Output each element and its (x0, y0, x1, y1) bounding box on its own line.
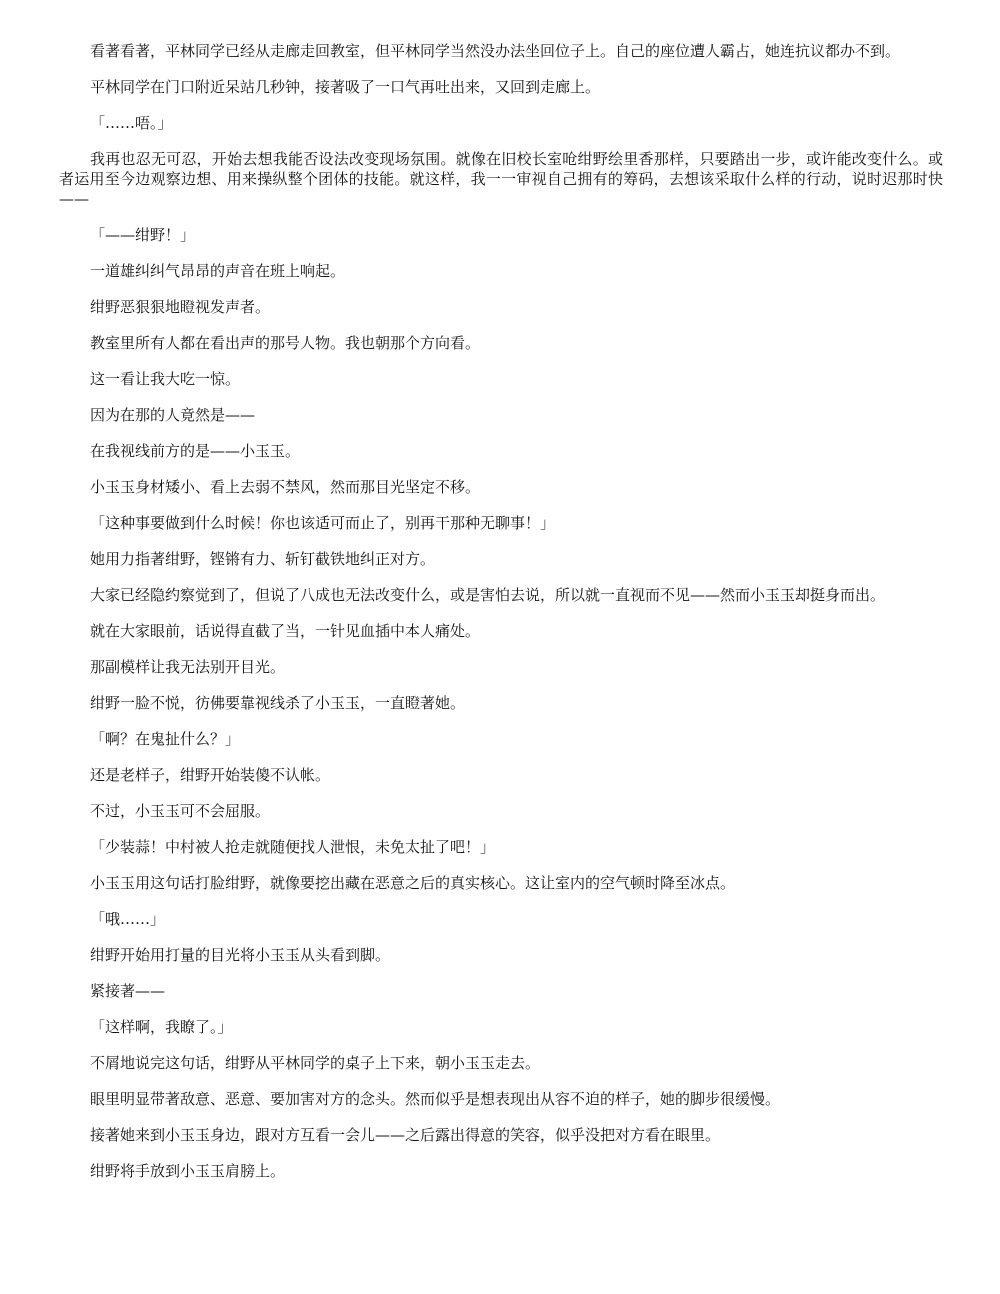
paragraph: 接著她来到小玉玉身边，跟对方互看一会儿——之后露出得意的笑容，似乎没把对方看在眼里。 (90, 1126, 721, 1144)
paragraph: 紧接著—— (90, 982, 166, 1000)
paragraph: 「少装蒜！中村被人抢走就随便找人泄恨，未免太扯了吧！」 (90, 838, 496, 856)
paragraph: 因为在那的人竟然是—— (90, 406, 256, 424)
paragraph: 绀野恶狠狠地瞪视发声者。 (90, 298, 271, 316)
paragraph: 绀野开始用打量的目光将小玉玉从头看到脚。 (90, 946, 391, 964)
paragraph: 大家已经隐约察觉到了，但说了八成也无法改变什么，或是害怕去说，所以就一直视而不见——然而小玉玉却挺身而出。 (90, 586, 886, 604)
paragraph: 在我视线前方的是——小玉玉。 (90, 442, 301, 460)
paragraph: 「哦……」 (90, 910, 166, 928)
paragraph: 平林同学在门口附近呆站几秒钟，接著吸了一口气再吐出来，又回到走廊上。 (90, 78, 601, 96)
paragraph: 小玉玉身材矮小、看上去弱不禁风，然而那目光坚定不移。 (90, 478, 481, 496)
paragraph: 「——绀野！」 (90, 226, 196, 244)
paragraph: 还是老样子，绀野开始装傻不认帐。 (90, 766, 331, 784)
paragraph: 绀野一脸不悦，彷佛要靠视线杀了小玉玉，一直瞪著她。 (90, 694, 466, 712)
paragraph: 「……唔。」 (90, 114, 173, 132)
paragraph: 「这种事要做到什么时候！你也该适可而止了，别再干那种无聊事！」 (90, 514, 556, 532)
paragraph: 不屑地说完这句话，绀野从平林同学的桌子上下来，朝小玉玉走去。 (90, 1054, 541, 1072)
paragraph: 不过，小玉玉可不会屈服。 (90, 802, 271, 820)
paragraph: 看著看著，平林同学已经从走廊走回教室，但平林同学当然没办法坐回位子上。自己的座位遭人霸占，她连抗议都办不到。 (90, 42, 901, 60)
paragraph: 小玉玉用这句话打脸绀野，就像要挖出藏在恶意之后的真实核心。这让室内的空气顿时降至冰点。 (90, 874, 736, 892)
document-page (59, 41, 943, 1197)
paragraph: 我再也忍无可忍，开始去想我能否设法改变现场氛围。就像在旧校长室呛绀野绘里香那样，只要踏出一步，或许能改变什么。或者运用至今边观察边想、用来操纵整个团体的技能。就这样，我一一审视自己拥有的筹码，去想该采取什么样的行动，说时迟那时快—— (59, 150, 943, 208)
paragraph: 就在大家眼前，话说得直截了当，一针见血插中本人痛处。 (90, 622, 481, 640)
paragraph: 她用力指著绀野，铿锵有力、斩钉截铁地纠正对方。 (90, 550, 436, 568)
paragraph: 这一看让我大吃一惊。 (90, 370, 241, 388)
paragraph: 绀野将手放到小玉玉肩膀上。 (90, 1162, 286, 1180)
paragraph: 教室里所有人都在看出声的那号人物。我也朝那个方向看。 (90, 334, 481, 352)
paragraph: 那副模样让我无法别开目光。 (90, 658, 286, 676)
paragraph: 「啊？在鬼扯什么？」 (90, 730, 241, 748)
paragraph: 「这样啊，我瞭了。」 (90, 1018, 233, 1036)
paragraph: 眼里明显带著敌意、恶意、要加害对方的念头。然而似乎是想表现出从容不迫的样子，她的脚步很缓慢。 (90, 1090, 781, 1108)
paragraph: 一道雄纠纠气昂昂的声音在班上响起。 (90, 262, 346, 280)
